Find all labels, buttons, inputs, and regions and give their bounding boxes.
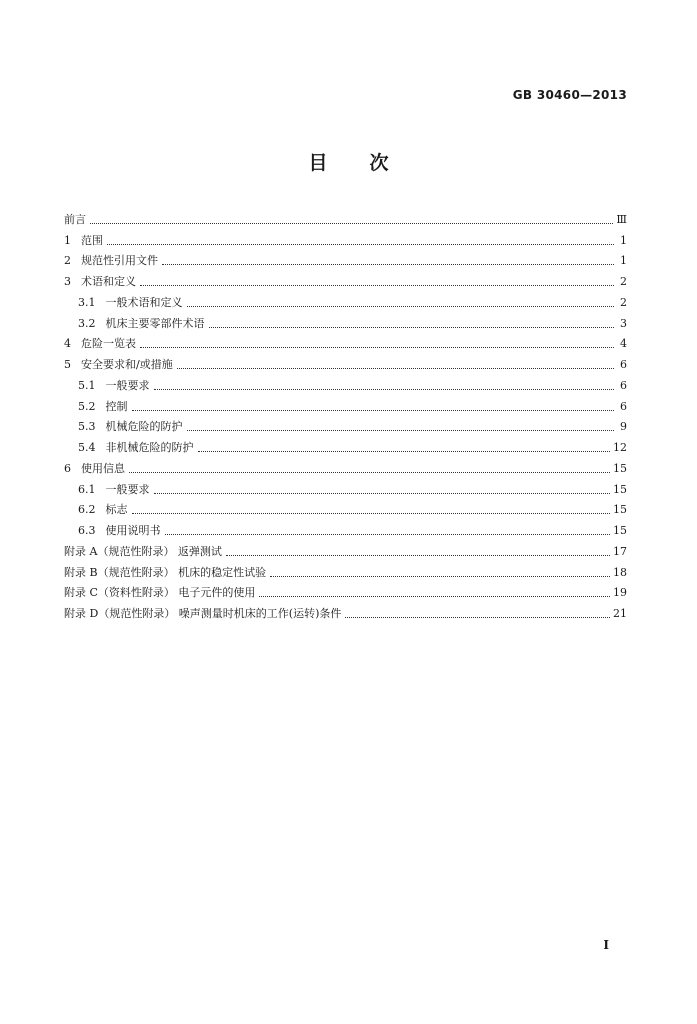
toc-entry[interactable] — [64, 517, 627, 538]
toc-entry-number: 1 — [64, 233, 71, 247]
dot-leader — [107, 243, 614, 245]
toc-entry-page: 9 — [620, 420, 627, 434]
toc-entry-page: 15 — [613, 461, 627, 475]
dot-leader — [177, 367, 614, 369]
toc-entry-page: 2 — [620, 275, 627, 288]
standard-number: GB 30460—2013 — [512, 88, 627, 102]
toc-entry[interactable] — [64, 580, 627, 601]
toc-title — [0, 148, 697, 175]
toc-entry[interactable] — [64, 372, 627, 393]
toc-entry[interactable] — [64, 227, 627, 248]
toc-entry[interactable] — [64, 455, 627, 476]
toc-entry-number: 3.1 — [78, 295, 96, 309]
toc-entry-page: 17 — [613, 544, 627, 558]
toc-entry[interactable] — [64, 476, 627, 497]
toc-entry-label: 标志 — [105, 503, 128, 517]
toc-entry-number: 5.4 — [78, 441, 96, 454]
toc-entry-label: 术语和定义 — [81, 275, 136, 288]
toc-entry-page: 6 — [620, 399, 627, 413]
toc-entry-page: 18 — [613, 565, 627, 579]
toc-entry[interactable] — [64, 248, 627, 269]
toc-entry[interactable] — [64, 559, 627, 580]
toc-entry-label: 安全要求和/或措施 — [81, 358, 173, 371]
dot-leader — [259, 595, 610, 597]
dot-leader — [165, 533, 611, 535]
toc-entry-page: 15 — [613, 482, 627, 496]
toc-entry-page: 2 — [620, 295, 627, 309]
toc-entry-number: 2 — [64, 254, 71, 268]
toc-entry-label: 范围 — [81, 233, 103, 247]
dot-leader — [140, 346, 614, 348]
toc-entry[interactable] — [64, 206, 627, 227]
toc-entry-label: 一般要求 — [105, 482, 150, 496]
dot-leader — [187, 305, 615, 307]
dot-leader — [132, 512, 611, 514]
toc-entry-label: 机床主要零部件术语 — [105, 316, 205, 330]
toc-entry-label: 控制 — [105, 399, 128, 413]
toc-entry[interactable] — [64, 393, 627, 414]
toc-entry[interactable] — [64, 538, 627, 559]
toc-entry-label: 使用说明书 — [105, 524, 161, 537]
dot-leader — [209, 326, 615, 328]
dot-leader — [162, 263, 614, 265]
toc-entry-page: 6 — [620, 378, 627, 392]
toc-entry-label: 前言 — [64, 212, 86, 226]
toc-entry-label: 危险一览表 — [81, 337, 136, 351]
toc-entry-number: 6 — [64, 461, 71, 475]
toc-entry[interactable] — [64, 434, 627, 455]
toc-entry-number: 3.2 — [78, 316, 96, 330]
dot-leader — [132, 409, 615, 411]
table-of-contents — [64, 206, 627, 621]
toc-entry-page: 1 — [620, 233, 627, 247]
toc-entry-page: 19 — [613, 586, 627, 600]
toc-entry-number: 5.2 — [78, 399, 96, 413]
toc-entry-label: 附录 A（规范性附录） 返弹测试 — [64, 544, 222, 558]
toc-entry[interactable] — [64, 351, 627, 372]
page-number: I — [603, 938, 609, 952]
toc-entry[interactable] — [64, 331, 627, 352]
dot-leader — [90, 222, 613, 224]
toc-entry-label: 附录 C（资料性附录） 电子元件的使用 — [64, 586, 256, 600]
toc-entry-page: 21 — [613, 607, 627, 620]
dot-leader — [154, 492, 611, 494]
toc-entry[interactable] — [64, 600, 627, 621]
dot-leader — [198, 450, 611, 452]
toc-entry-number: 6.2 — [78, 503, 96, 517]
dot-leader — [140, 284, 614, 286]
toc-entry-page: 15 — [613, 503, 627, 517]
toc-entry-number: 6.1 — [78, 482, 96, 496]
toc-entry[interactable] — [64, 310, 627, 331]
toc-entry-label: 非机械危险的防护 — [105, 441, 194, 454]
toc-entry-page: 6 — [620, 358, 627, 371]
toc-entry-number: 5 — [64, 358, 71, 371]
toc-entry-page: 12 — [613, 441, 627, 454]
dot-leader — [226, 554, 610, 556]
toc-entry-page: 4 — [620, 337, 627, 351]
toc-entry[interactable] — [64, 289, 627, 310]
dot-leader — [345, 616, 610, 618]
toc-entry-page: 3 — [620, 316, 627, 330]
toc-entry-number: 6.3 — [78, 524, 96, 537]
toc-entry-number: 4 — [64, 337, 71, 351]
dot-leader — [129, 471, 610, 473]
toc-entry-label: 使用信息 — [81, 461, 125, 475]
toc-entry-number: 5.1 — [78, 378, 96, 392]
toc-entry-page: 1 — [620, 254, 627, 268]
toc-entry-label: 规范性引用文件 — [81, 254, 158, 268]
toc-entry-label: 一般术语和定义 — [105, 295, 183, 309]
toc-entry-page: 15 — [613, 524, 627, 537]
toc-entry[interactable] — [64, 414, 627, 435]
toc-entry-label: 一般要求 — [105, 378, 150, 392]
toc-entry[interactable] — [64, 268, 627, 289]
dot-leader — [270, 575, 610, 577]
dot-leader — [154, 388, 615, 390]
dot-leader — [187, 429, 615, 431]
toc-entry-page: Ⅲ — [616, 212, 627, 226]
toc-entry-number: 3 — [64, 275, 71, 288]
toc-title-char-2: 次 — [369, 152, 389, 174]
toc-entry-label: 附录 D（规范性附录） 噪声测量时机床的工作(运转)条件 — [64, 607, 342, 620]
toc-entry-number: 5.3 — [78, 420, 96, 434]
toc-title-char-1: 目 — [308, 152, 328, 174]
toc-entry-label: 机械危险的防护 — [105, 420, 183, 434]
toc-entry-label: 附录 B（规范性附录） 机床的稳定性试验 — [64, 565, 267, 579]
toc-entry[interactable] — [64, 497, 627, 518]
